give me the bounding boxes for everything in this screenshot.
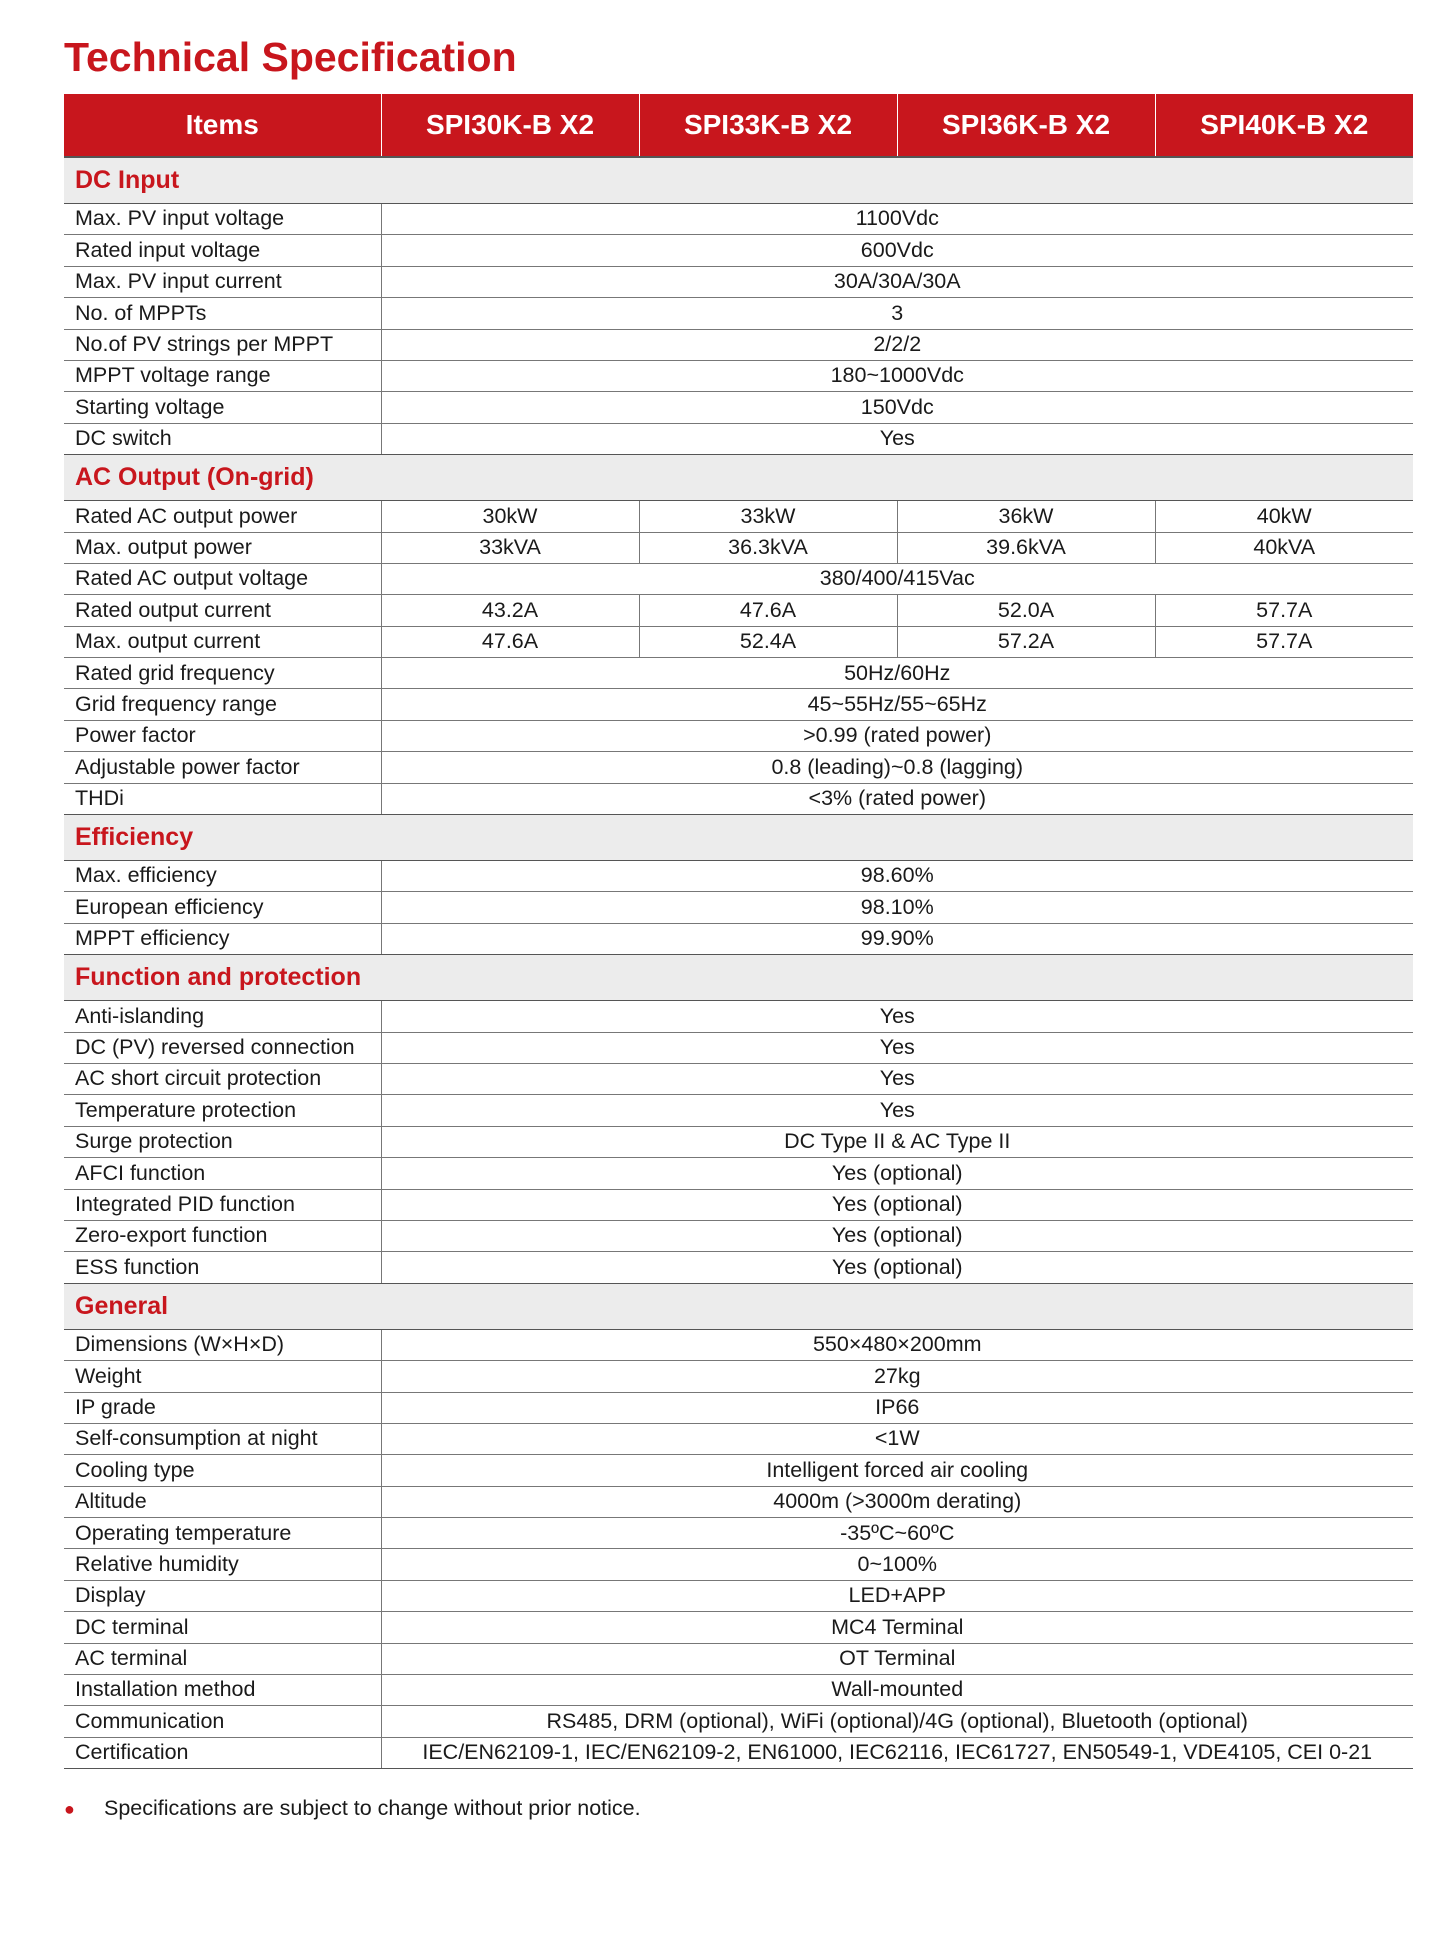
table-row (64, 892, 1413, 923)
table-row (64, 298, 1413, 329)
section-header-row (64, 815, 1413, 861)
row-label: Max. efficiency (64, 861, 381, 892)
row-value: RS485, DRM (optional), WiFi (optional)/4G (optional), Bluetooth (optional) (381, 1706, 1413, 1737)
row-label: Relative humidity (64, 1549, 381, 1580)
row-label: Communication (64, 1706, 381, 1737)
section-header-row (64, 455, 1413, 501)
row-value: Intelligent forced air cooling (381, 1455, 1413, 1486)
table-row (64, 626, 1413, 657)
footnote-text: Specifications are subject to change without prior notice. (104, 1796, 641, 1820)
table-row (64, 501, 1413, 532)
section-header-row (64, 1283, 1413, 1329)
table-row (64, 1455, 1413, 1486)
row-value: 30A/30A/30A (381, 266, 1413, 297)
table-row (64, 329, 1413, 360)
row-label: Zero-export function (64, 1220, 381, 1251)
row-value: Yes (optional) (381, 1158, 1413, 1189)
row-value: 36.3kVA (639, 532, 897, 563)
row-value: 380/400/415Vac (381, 563, 1413, 594)
row-value: Yes (381, 1032, 1413, 1063)
row-value: 57.7A (1155, 595, 1413, 626)
row-value: 0.8 (leading)~0.8 (lagging) (381, 752, 1413, 783)
row-value: 98.60% (381, 861, 1413, 892)
row-value: 33kW (639, 501, 897, 532)
table-row (64, 563, 1413, 594)
row-value: 52.4A (639, 626, 897, 657)
header-model-spi33k: SPI33K-B X2 (639, 94, 897, 157)
row-label: Grid frequency range (64, 689, 381, 720)
section-title: Function and protection (64, 955, 1413, 1001)
row-label: No. of MPPTs (64, 298, 381, 329)
spec-table (64, 94, 1413, 1769)
section-title: DC Input (64, 157, 1413, 204)
row-label: IP grade (64, 1392, 381, 1423)
row-label: AC terminal (64, 1643, 381, 1674)
table-row (64, 658, 1413, 689)
row-value: 27kg (381, 1361, 1413, 1392)
row-label: Max. PV input current (64, 266, 381, 297)
table-row (64, 1518, 1413, 1549)
table-row (64, 1063, 1413, 1094)
table-row (64, 1706, 1413, 1737)
row-value: 52.0A (897, 595, 1155, 626)
table-row (64, 532, 1413, 563)
section-header-row (64, 157, 1413, 204)
row-value: <3% (rated power) (381, 783, 1413, 814)
row-value: Yes (381, 1063, 1413, 1094)
row-label: Cooling type (64, 1455, 381, 1486)
section-title: AC Output (On-grid) (64, 455, 1413, 501)
table-row (64, 1675, 1413, 1706)
row-value: 57.2A (897, 626, 1155, 657)
table-row (64, 923, 1413, 954)
row-value: 99.90% (381, 923, 1413, 954)
row-label: DC switch (64, 423, 381, 454)
row-label: Adjustable power factor (64, 752, 381, 783)
row-label: Installation method (64, 1675, 381, 1706)
row-value: 1100Vdc (381, 204, 1413, 235)
row-value: 43.2A (381, 595, 639, 626)
table-row (64, 1158, 1413, 1189)
row-label: DC terminal (64, 1612, 381, 1643)
row-value: 0~100% (381, 1549, 1413, 1580)
row-value: 45~55Hz/55~65Hz (381, 689, 1413, 720)
row-label: Weight (64, 1361, 381, 1392)
table-row (64, 689, 1413, 720)
table-row (64, 720, 1413, 751)
table-row (64, 235, 1413, 266)
table-row (64, 360, 1413, 391)
table-row (64, 1329, 1413, 1360)
table-row (64, 1001, 1413, 1032)
row-value: Yes (381, 1001, 1413, 1032)
row-value: IEC/EN62109-1, IEC/EN62109-2, EN61000, IEC62116, IEC61727, EN50549-1, VDE4105, CEI 0-21 (381, 1737, 1413, 1768)
row-label: THDi (64, 783, 381, 814)
row-value: 57.7A (1155, 626, 1413, 657)
table-row (64, 1549, 1413, 1580)
row-value: 40kVA (1155, 532, 1413, 563)
row-label: DC (PV) reversed connection (64, 1032, 381, 1063)
section-title: General (64, 1283, 1413, 1329)
row-value: 50Hz/60Hz (381, 658, 1413, 689)
table-row (64, 204, 1413, 235)
row-label: No.of PV strings per MPPT (64, 329, 381, 360)
row-value: Yes (381, 1095, 1413, 1126)
row-value: IP66 (381, 1392, 1413, 1423)
row-label: Rated output current (64, 595, 381, 626)
row-value: >0.99 (rated power) (381, 720, 1413, 751)
row-label: Display (64, 1580, 381, 1611)
table-row (64, 1737, 1413, 1768)
header-items: Items (64, 94, 381, 157)
table-row (64, 1189, 1413, 1220)
row-label: Temperature protection (64, 1095, 381, 1126)
row-label: ESS function (64, 1252, 381, 1283)
row-label: MPPT voltage range (64, 360, 381, 391)
table-row (64, 1220, 1413, 1251)
table-row (64, 1612, 1413, 1643)
row-label: Integrated PID function (64, 1189, 381, 1220)
row-value: MC4 Terminal (381, 1612, 1413, 1643)
bullet-icon: ● (64, 1799, 75, 1819)
table-row (64, 1252, 1413, 1283)
table-row (64, 595, 1413, 626)
row-label: Rated grid frequency (64, 658, 381, 689)
table-row (64, 266, 1413, 297)
table-row (64, 1032, 1413, 1063)
row-label: Max. PV input voltage (64, 204, 381, 235)
row-label: Max. output current (64, 626, 381, 657)
row-value: Yes (381, 423, 1413, 454)
row-value: DC Type II & AC Type II (381, 1126, 1413, 1157)
row-value: 2/2/2 (381, 329, 1413, 360)
row-label: Dimensions (W×H×D) (64, 1329, 381, 1360)
row-label: AC short circuit protection (64, 1063, 381, 1094)
row-value: 3 (381, 298, 1413, 329)
table-row (64, 1361, 1413, 1392)
row-value: Yes (optional) (381, 1252, 1413, 1283)
row-value: 36kW (897, 501, 1155, 532)
row-value: 550×480×200mm (381, 1329, 1413, 1360)
table-header-row (64, 94, 1413, 157)
table-row (64, 392, 1413, 423)
table-row (64, 1095, 1413, 1126)
table-row (64, 1126, 1413, 1157)
row-value: 150Vdc (381, 392, 1413, 423)
row-value: <1W (381, 1423, 1413, 1454)
table-row (64, 752, 1413, 783)
row-label: Rated AC output power (64, 501, 381, 532)
header-model-spi40k: SPI40K-B X2 (1155, 94, 1413, 157)
table-row (64, 1423, 1413, 1454)
row-label: AFCI function (64, 1158, 381, 1189)
table-row (64, 861, 1413, 892)
row-label: Anti-islanding (64, 1001, 381, 1032)
row-label: Operating temperature (64, 1518, 381, 1549)
row-value: 39.6kVA (897, 532, 1155, 563)
row-label: Power factor (64, 720, 381, 751)
row-value: 98.10% (381, 892, 1413, 923)
header-model-spi36k: SPI36K-B X2 (897, 94, 1155, 157)
table-row (64, 1392, 1413, 1423)
footnote (64, 1796, 641, 1821)
table-row (64, 783, 1413, 814)
header-model-spi30k: SPI30K-B X2 (381, 94, 639, 157)
row-value: 47.6A (381, 626, 639, 657)
row-label: Surge protection (64, 1126, 381, 1157)
spec-body (64, 157, 1413, 1769)
row-label: Starting voltage (64, 392, 381, 423)
row-label: European efficiency (64, 892, 381, 923)
row-value: 4000m (>3000m derating) (381, 1486, 1413, 1517)
table-row (64, 423, 1413, 454)
table-row (64, 1486, 1413, 1517)
row-label: MPPT efficiency (64, 923, 381, 954)
row-value: -35ºC~60ºC (381, 1518, 1413, 1549)
row-value: 600Vdc (381, 235, 1413, 266)
row-value: 40kW (1155, 501, 1413, 532)
row-label: Rated AC output voltage (64, 563, 381, 594)
table-row (64, 1643, 1413, 1674)
page-title: Technical Specification (64, 34, 517, 80)
row-label: Self-consumption at night (64, 1423, 381, 1454)
row-value: 47.6A (639, 595, 897, 626)
row-value: OT Terminal (381, 1643, 1413, 1674)
row-value: LED+APP (381, 1580, 1413, 1611)
row-label: Certification (64, 1737, 381, 1768)
section-header-row (64, 955, 1413, 1001)
row-label: Altitude (64, 1486, 381, 1517)
row-label: Max. output power (64, 532, 381, 563)
row-value: Yes (optional) (381, 1220, 1413, 1251)
row-value: 33kVA (381, 532, 639, 563)
table-row (64, 1580, 1413, 1611)
row-value: 30kW (381, 501, 639, 532)
row-label: Rated input voltage (64, 235, 381, 266)
row-value: 180~1000Vdc (381, 360, 1413, 391)
section-title: Efficiency (64, 815, 1413, 861)
row-value: Wall-mounted (381, 1675, 1413, 1706)
row-value: Yes (optional) (381, 1189, 1413, 1220)
